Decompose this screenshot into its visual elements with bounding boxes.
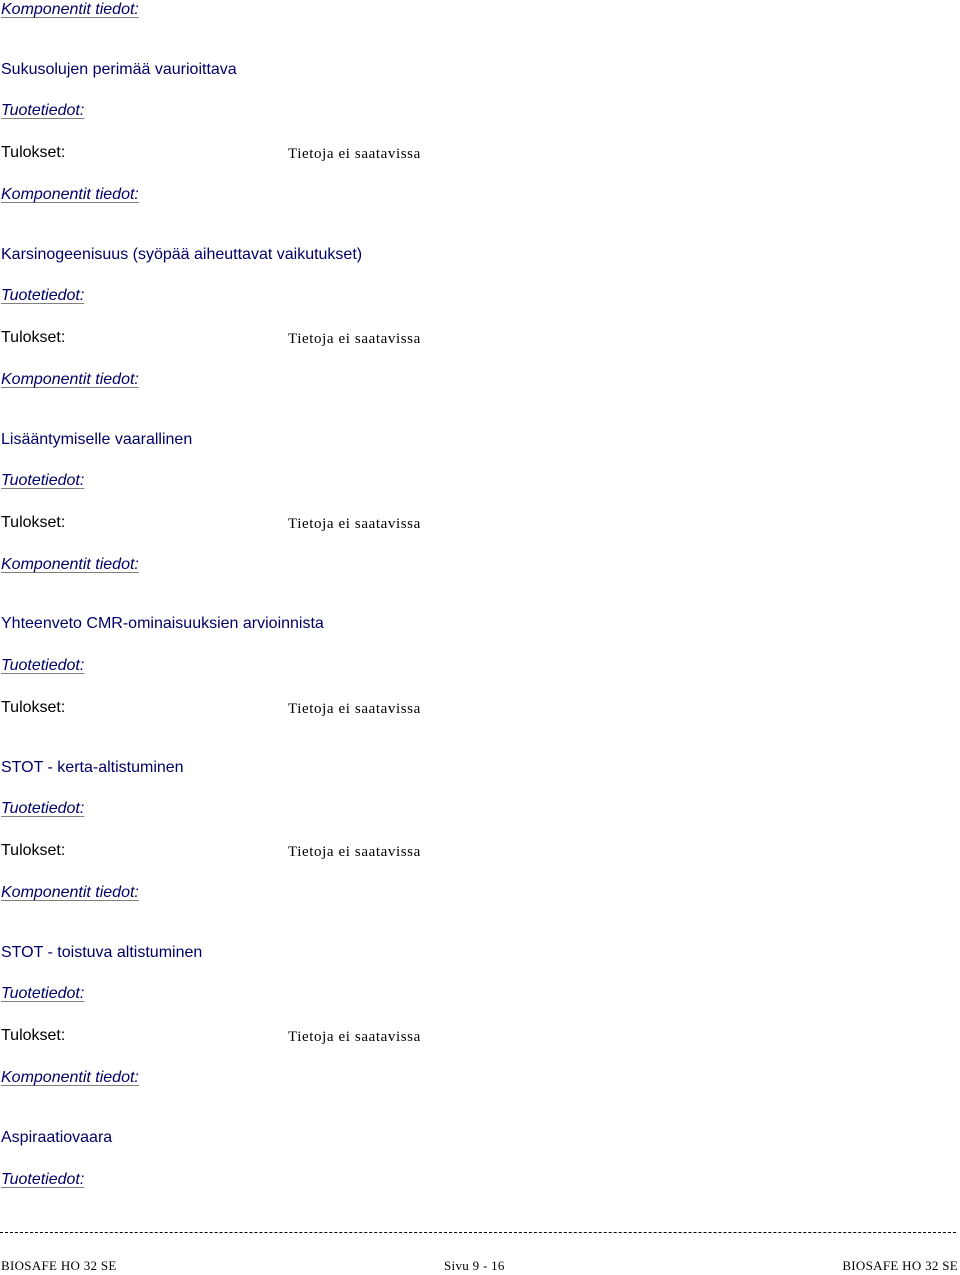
results-label: Tulokset: [1, 699, 66, 716]
section-heading-cmr-summary: Yhteenveto CMR-ominaisuuksien arvioinnista [1, 615, 324, 632]
section-heading-reproductive-toxicity: Lisääntymiselle vaarallinen [1, 431, 193, 448]
results-value: Tietoja ei saatavissa [288, 701, 421, 717]
section-heading-germ-cell-mutagenicity: Sukusolujen perimää vaurioittava [1, 61, 237, 78]
results-value: Tietoja ei saatavissa [288, 1029, 421, 1045]
section-heading-aspiration-hazard: Aspiraatiovaara [1, 1129, 113, 1146]
product-info-label: Tuotetiedot: [1, 985, 85, 1002]
component-info-label: Komponentit tiedot: [1, 371, 139, 388]
product-info-label: Tuotetiedot: [1, 800, 85, 817]
footer-page-number: Sivu 9 - 16 [444, 1258, 505, 1273]
results-value: Tietoja ei saatavissa [288, 516, 421, 532]
results-label: Tulokset: [1, 329, 66, 346]
results-value: Tietoja ei saatavissa [288, 331, 421, 347]
footer-product-right: BIOSAFE HO 32 SE [842, 1258, 958, 1273]
product-info-label: Tuotetiedot: [1, 472, 85, 489]
section-heading-stot-single-exposure: STOT - kerta-altistuminen [1, 759, 184, 776]
product-info-label: Tuotetiedot: [1, 102, 85, 119]
product-info-label: Tuotetiedot: [1, 1171, 85, 1188]
results-label: Tulokset: [1, 842, 66, 859]
section-heading-carcinogenicity: Karsinogeenisuus (syöpää aiheuttavat vaikutukset) [1, 246, 363, 263]
footer-divider [0, 1232, 956, 1233]
component-info-label: Komponentit tiedot: [1, 556, 139, 573]
component-info-label: Komponentit tiedot: [1, 1069, 139, 1086]
results-label: Tulokset: [1, 144, 66, 161]
section-heading-stot-repeated-exposure: STOT - toistuva altistuminen [1, 944, 203, 961]
product-info-label: Tuotetiedot: [1, 287, 85, 304]
results-label: Tulokset: [1, 514, 66, 531]
product-info-label: Tuotetiedot: [1, 657, 85, 674]
results-value: Tietoja ei saatavissa [288, 146, 421, 162]
component-info-label: Komponentit tiedot: [1, 186, 139, 203]
component-info-label: Komponentit tiedot: [1, 1, 139, 18]
footer-product-left: BIOSAFE HO 32 SE [1, 1258, 117, 1273]
results-label: Tulokset: [1, 1027, 66, 1044]
component-info-label: Komponentit tiedot: [1, 884, 139, 901]
results-value: Tietoja ei saatavissa [288, 844, 421, 860]
